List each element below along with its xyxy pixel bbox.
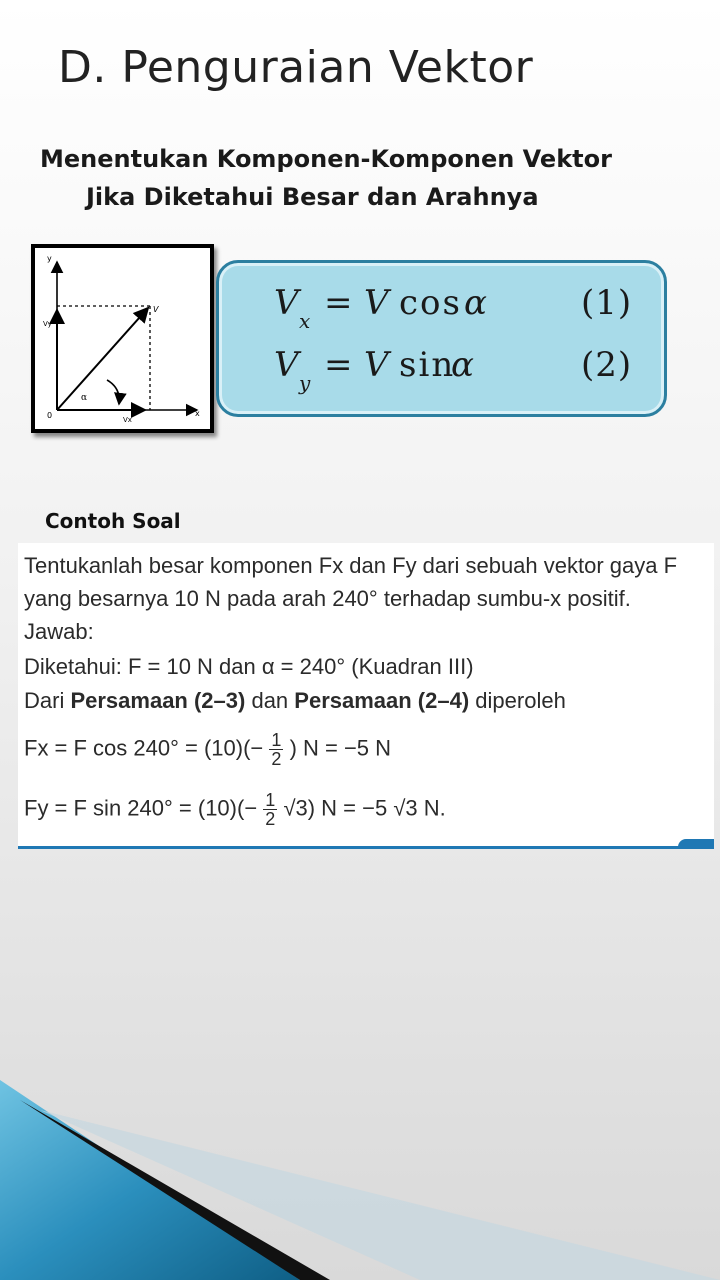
example-fx-left: Fx = F cos 240° = (10)(− (24, 735, 264, 761)
example-fy-frac-den: 2 (265, 809, 276, 829)
example-eq-ref-2: Persamaan (2–4) (294, 688, 470, 713)
example-fx-frac-num: 1 (271, 730, 282, 750)
slide-title: D. Penguraian Vektor (58, 42, 534, 93)
formula-vx-sub: x (299, 309, 311, 333)
example-line-2: yang besarnya 10 N pada arah 240° terhadap sumbu-x positif. (24, 586, 631, 611)
example-fy-right: √3) N = −5 √3 N. (283, 795, 446, 821)
vx-label: Vx (123, 416, 132, 424)
formula-vy-var: V (274, 345, 299, 385)
subtitle-line-2: Jika Diketahui Besar dan Arahnya (86, 183, 539, 211)
formula-vy-number: (2) (581, 345, 633, 385)
formula-vx-rhs: V (364, 283, 389, 323)
example-heading: Contoh Soal (45, 509, 181, 533)
example-line-3: Jawab: (24, 619, 94, 644)
formula-vy-rhs: V (364, 345, 389, 385)
formula-vx-alpha: α (464, 283, 487, 323)
vector-label: V (153, 305, 159, 314)
example-fx-right: ) N = −5 N (289, 735, 392, 761)
formula-vy-fn: sin (399, 345, 456, 385)
example-line-1: Tentukanlah besar komponen Fx dan Fy dari sebuah vektor gaya F (24, 553, 678, 578)
formula-vy-sub: y (299, 371, 311, 395)
x-axis-label: x (195, 409, 200, 418)
example-line-4: Diketahui: F = 10 N dan α = 240° (Kuadran III) (24, 654, 474, 679)
example-line-5-a: Dari (24, 688, 71, 713)
formula-vy-alpha: α (451, 345, 474, 385)
example-line-5-c: dan (245, 688, 295, 713)
y-axis-label: y (47, 254, 52, 263)
formula-vx-fn: cos (399, 283, 462, 323)
angle-label: α (81, 393, 88, 403)
subtitle-line-1: Menentukan Komponen-Komponen Vektor (40, 145, 612, 173)
formula-vx-eq: = (324, 283, 353, 323)
example-fy-frac-num: 1 (265, 790, 276, 810)
formula-vy-eq: = (324, 345, 353, 385)
formula-vx-number: (1) (581, 283, 633, 323)
example-fx-frac-den: 2 (271, 749, 282, 769)
example-fy-left: Fy = F sin 240° = (10)(− (24, 795, 258, 821)
vy-label: Vy (43, 320, 52, 328)
origin-label: 0 (47, 411, 53, 420)
example-eq-ref-1: Persamaan (2–3) (70, 688, 246, 713)
example-line-5-e: diperoleh (469, 688, 566, 713)
formula-vx-var: V (274, 283, 299, 323)
